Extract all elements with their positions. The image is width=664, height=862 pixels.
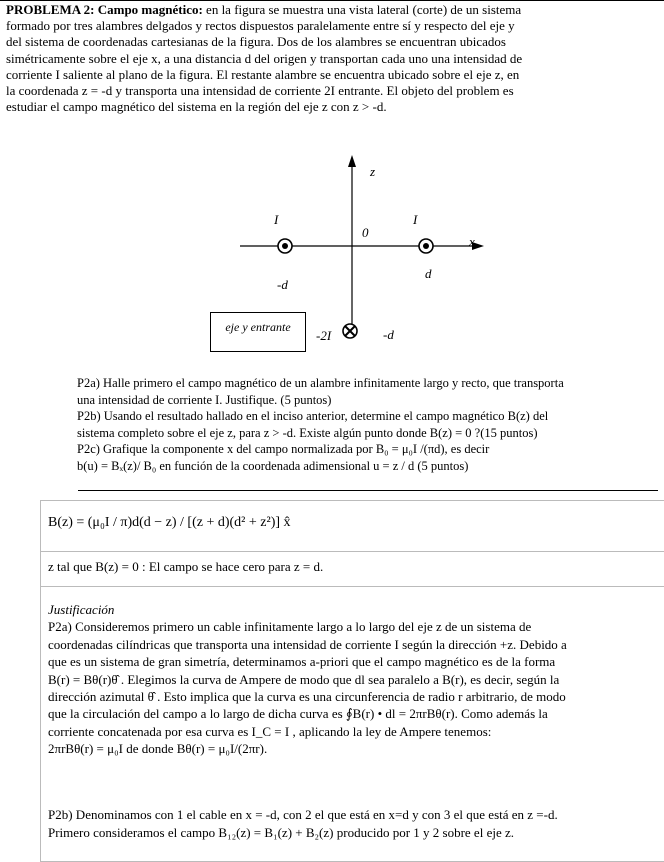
part-line-1: P2a) Halle primero el campo magnético de un alambre infinitamente largo y recto, que transporta <box>77 376 564 390</box>
problem-line-5: corriente I saliente al plano de la figura. El restante alambre se encuentra ubicado sobre el eje z, en <box>6 66 520 82</box>
p2b-line-2: Primero consideramos el campo B₁₂(z) = B₁(z) + B₂(z) producido por 1 y 2 sobre el eje z. <box>48 825 514 840</box>
left-position-label: -d <box>277 277 288 292</box>
bottom-wire-incoming <box>343 324 357 338</box>
right-position-label: d <box>425 266 432 281</box>
part-line-2: una intensidad de corriente I. Justifique. (5 puntos) <box>77 392 332 407</box>
part-line-3: P2b) Usando el resultado hallado en el inciso anterior, determine el campo magnético B(z) del <box>77 409 549 424</box>
problem-line-4: simétricamente sobre el eje x, a una distancia d del origen y transportan cada uno una intensidad de <box>6 50 523 66</box>
legend-text: eje y entrante <box>225 320 291 334</box>
justification-line-4: B(r) = Bθ(r)θ̂ . Elegimos la curva de Ampere de modo que dl sea paralelo a B(r), es decir, según la <box>48 671 560 687</box>
parts-separator <box>78 490 658 491</box>
answer-divider-2 <box>40 586 664 587</box>
problem-parts <box>77 375 657 475</box>
right-wire-outgoing <box>419 239 433 253</box>
problem-heading: PROBLEMA 2: Campo magnético: <box>6 2 203 17</box>
z-axis-label: z <box>370 164 376 179</box>
p2b-line-1: P2b) Denominamos con 1 el cable en x = -d, con 2 el que está en x=d y con 3 el que está en z =-d. <box>48 807 558 822</box>
part-line-4: sistema completo sobre el eje z, para z > -d. Existe algún punto donde B(z) = 0 ?(15 puntos) <box>77 425 538 440</box>
zero-condition: z tal que B(z) = 0 : El campo se hace cero para z = d. <box>48 559 324 574</box>
part-line-6: b(u) = Bₓ(z)/ B₀ en función de la coordenada adimensional u = z / d (5 puntos) <box>77 458 469 473</box>
justification-line-3: que es un sistema de gran simetría, determinamos a-priori que el campo magnético es de la forma <box>48 654 556 670</box>
justification-line-1: P2a) Consideremos primero un cable infinitamente largo a lo largo del eje z de un sistema de <box>48 619 532 635</box>
z-axis-arrow <box>348 155 356 167</box>
field-formula: B(z) = (μ₀I / π)d(d − z) / [(z + d)(d² + z²)] x̂ <box>48 515 291 530</box>
top-rule <box>0 0 664 1</box>
problem-line-3: del sistema de coordenadas cartesianas de la figura. Dos de los alambres se encuentran ubicados <box>6 34 506 50</box>
justification-line-7: corriente concatenada por esa curva es I_C = I , aplicando la ley de Ampere tenemos: <box>48 723 492 739</box>
problem-line-7: estudiar el campo magnético del sistema en la región del eje z con z > -d. <box>6 99 387 115</box>
justification-line-8: 2πrBθ(r) = μ₀I de donde Bθ(r) = μ₀I/(2πr). <box>48 741 268 757</box>
problem-statement <box>6 2 656 115</box>
justification-line-2: coordenadas cilíndricas que transporta una intensidad de corriente I según la dirección +z. Debido a <box>48 636 567 652</box>
left-current-label: I <box>274 212 279 227</box>
justification-title: Justificación <box>48 602 115 617</box>
left-wire-outgoing <box>278 239 292 253</box>
justification-line-6: que la circulación del campo a lo largo de dicha curva es ∮B(r) • dl = 2πrBθ(r). Como además la <box>48 706 548 722</box>
answer-divider-1 <box>40 551 664 552</box>
p2b-justification <box>48 806 660 842</box>
problem-line-1: PROBLEMA 2: Campo magnético: en la figura se muestra una vista lateral (corte) de un sistema <box>6 2 522 17</box>
bottom-position-label: -d <box>383 327 394 342</box>
wire-diagram <box>0 150 664 370</box>
justification-line-5: dirección azimutal θ̂ . Esto implica que la curva es una circunferencia de radio r arbitrario, de modo <box>48 689 566 705</box>
justification <box>48 601 660 758</box>
problem-line-6: la coordenada z = -d y transporta una intensidad de corriente 2I entrante. El objeto del problem es <box>6 83 514 99</box>
problem-line-2: formado por tres alambres delgados y rectos dispuestos paralelamente entre sí y respecto del eje y <box>6 18 515 34</box>
right-current-label: I <box>413 212 418 227</box>
bottom-current-label: -2I <box>316 328 332 343</box>
legend-box <box>210 312 306 352</box>
x-axis-label: x <box>469 234 475 249</box>
part-line-5: P2c) Grafique la componente x del campo normalizada por B₀ = μ₀I /(πd), es decir <box>77 442 490 457</box>
origin-label: 0 <box>362 225 369 240</box>
